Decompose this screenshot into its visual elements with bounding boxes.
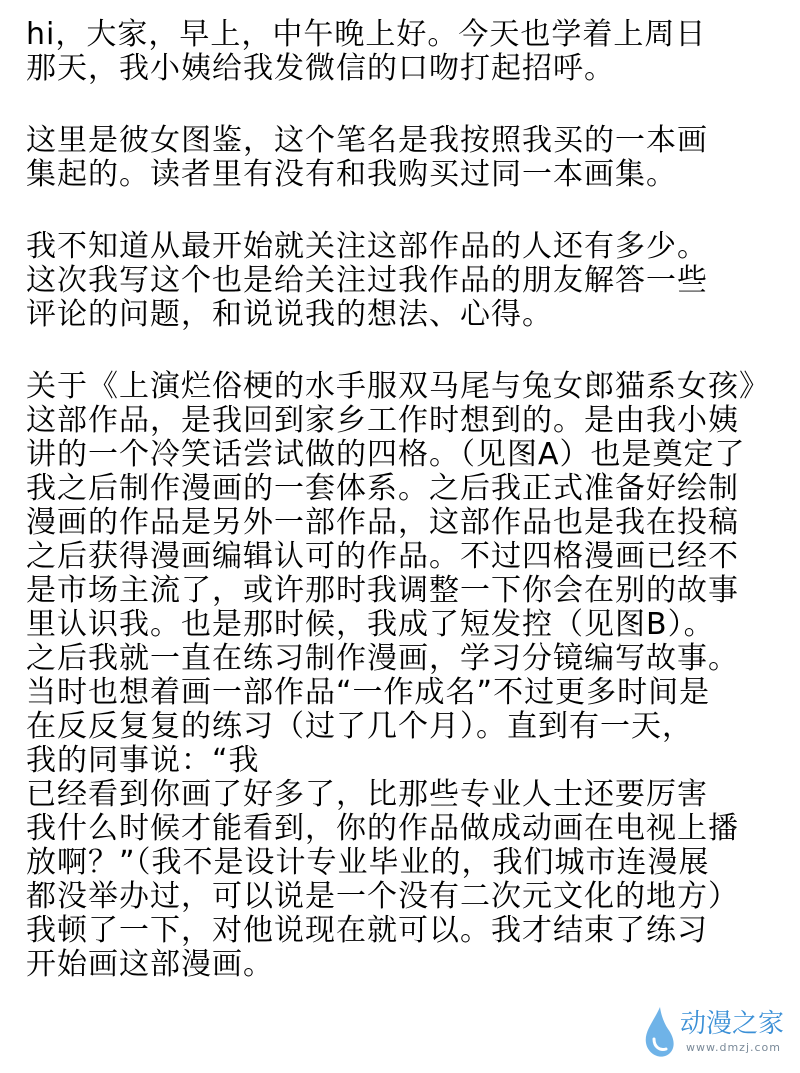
paragraph [26,370,786,982]
text-line: 这次我写这个也是给关注过我作品的朋友解答一些 [26,263,708,298]
site-watermark [640,1003,790,1065]
paragraph [26,18,786,86]
text-line: 这部作品，是我回到家乡工作时想到的。是由我小姨 [26,403,739,438]
text-line: 放啊？”（我不是设计专业毕业的，我们城市连漫展 [26,845,710,880]
text-line: 都没举办过，可以说是一个没有二次元文化的地方） [26,879,739,914]
text-line: 我之后制作漫画的一套体系。之后我正式准备好绘制 [26,471,739,506]
text-line: 我不知道从最开始就关注这部作品的人还有多少。 [26,229,708,264]
text-line: 之后获得漫画编辑认可的作品。不过四格漫画已经不 [26,539,739,574]
text-line: 当时也想着画一部作品“一作成名”不过更多时间是 [26,675,711,710]
article-body [26,18,786,1020]
water-drop-logo-icon [640,1003,680,1063]
watermark-url: www.dmzj.com [686,1041,781,1054]
text-line: 已经看到你画了好多了，比那些专业人士还要厉害 [26,777,708,812]
text-line: 在反反复复的练习（过了几个月）。直到有一天， [26,709,693,744]
text-line: 我什么时候才能看到，你的作品做成动画在电视上播 [26,811,739,846]
paragraph [26,230,786,332]
text-line: 这里是彼女图鉴，这个笔名是我按照我买的一本画 [26,123,708,158]
text-line: 我顿了一下，对他说现在就可以。我才结束了练习 [26,913,708,948]
paragraph [26,124,786,192]
text-line: 那天，我小姨给我发微信的口吻打起招呼。 [26,51,615,86]
text-line: 是市场主流了，或许那时我调整一下你会在别的故事 [26,573,739,608]
text-line: 之后我就一直在练习制作漫画，学习分镜编写故事。 [26,641,739,676]
text-line: 我的同事说：“我 [26,743,260,778]
text-line: 关于《上演烂俗梗的水手服双马尾与兔女郎猫系女孩》 [26,369,770,404]
watermark-name: 动漫之家 [680,1009,785,1039]
text-line: 漫画的作品是另外一部作品，这部作品也是我在投稿 [26,505,739,540]
text-line: 讲的一个冷笑话尝试做的四格。（见图A）也是奠定了 [26,437,746,472]
text-line: 里认识我。也是那时候，我成了短发控（见图B）。 [26,607,715,642]
text-line: 评论的问题，和说说我的想法、心得。 [26,297,553,332]
text-line: 开始画这部漫画。 [26,947,274,982]
text-line: 集起的。读者里有没有和我购买过同一本画集。 [26,157,677,192]
text-line: hi，大家，早上，中午晚上好。今天也学着上周日 [26,17,707,52]
